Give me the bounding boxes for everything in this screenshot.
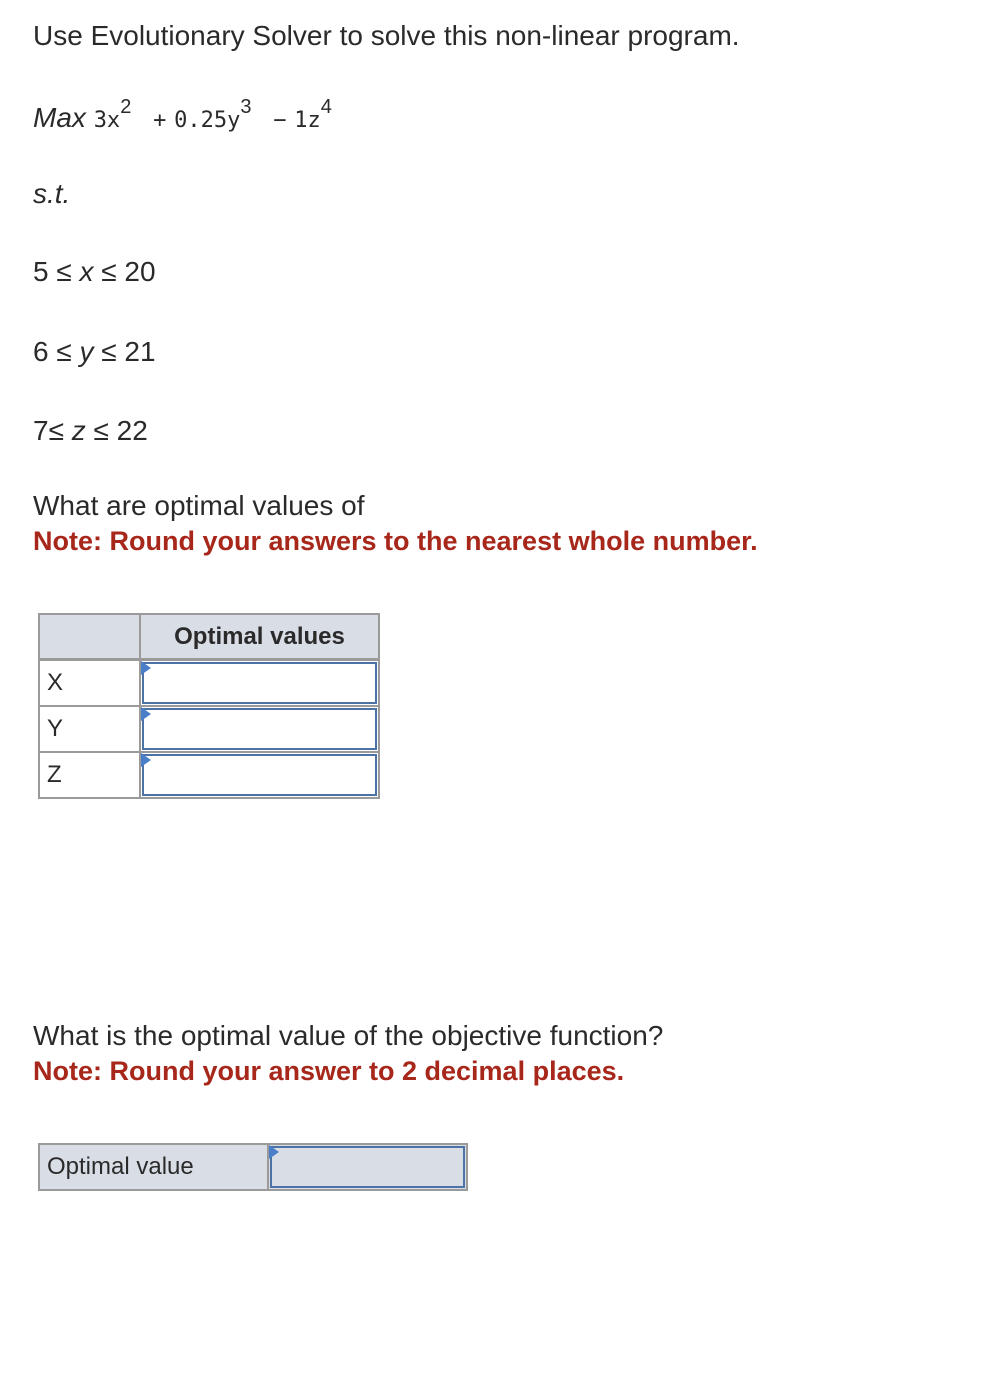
part1-note: Note: Round your answers to the nearest whole number. — [33, 526, 758, 556]
constraint-y — [33, 334, 156, 370]
z-value-input[interactable] — [142, 754, 377, 796]
x-value-input[interactable] — [142, 662, 377, 704]
constraint-z-var: z — [71, 415, 86, 446]
table-corner-cell — [38, 613, 141, 660]
optimal-values-table — [38, 613, 380, 799]
subject-to-label: s.t. — [33, 178, 71, 209]
optimal-value-input[interactable] — [270, 1146, 465, 1188]
constraint-x-right: ≤ 20 — [93, 256, 156, 287]
constraint-y-var: y — [79, 336, 94, 367]
input-cell-y — [139, 705, 380, 753]
constraint-z-left: 7≤ — [33, 415, 72, 446]
answer-marker-icon — [141, 661, 151, 675]
part1-prompt: What are optimal values of — [33, 490, 365, 521]
constraint-x — [33, 254, 156, 290]
objective-value-table — [38, 1143, 468, 1191]
optimal-value-cell — [267, 1143, 468, 1191]
row-label-x: X — [38, 659, 141, 707]
term2: 0.25y — [174, 108, 241, 133]
constraint-x-left: 5 ≤ — [33, 256, 80, 287]
y-value-input[interactable] — [142, 708, 377, 750]
constraint-y-right: ≤ 21 — [93, 336, 156, 367]
constraint-x-var: x — [79, 256, 94, 287]
part2-prompt: What is the optimal value of the objective function? — [33, 1020, 664, 1051]
row-label-z: Z — [38, 751, 141, 799]
answer-marker-icon — [269, 1145, 279, 1159]
term2-exponent: 3 — [240, 96, 252, 118]
term1-exponent: 2 — [120, 96, 132, 118]
constraint-y-left: 6 ≤ — [33, 336, 80, 367]
op2: − — [273, 108, 287, 133]
input-cell-x — [139, 659, 380, 707]
answer-marker-icon — [141, 753, 151, 767]
objective-label: Max — [33, 102, 86, 133]
objective-function — [33, 98, 332, 141]
row-label-y: Y — [38, 705, 141, 753]
answer-marker-icon — [141, 707, 151, 721]
intro-text: Use Evolutionary Solver to solve this non-linear program. — [33, 20, 740, 51]
optimal-values-header: Optimal values — [139, 613, 380, 660]
term1: 3x — [93, 108, 121, 133]
input-cell-z — [139, 751, 380, 799]
term3-exponent: 4 — [320, 96, 332, 118]
optimal-value-label: Optimal value — [38, 1143, 269, 1191]
part2-note: Note: Round your answer to 2 decimal places. — [33, 1056, 625, 1086]
constraint-z — [33, 413, 148, 449]
term3: 1z — [294, 108, 321, 133]
constraint-z-right: ≤ 22 — [85, 415, 148, 446]
op1: + — [153, 108, 167, 133]
